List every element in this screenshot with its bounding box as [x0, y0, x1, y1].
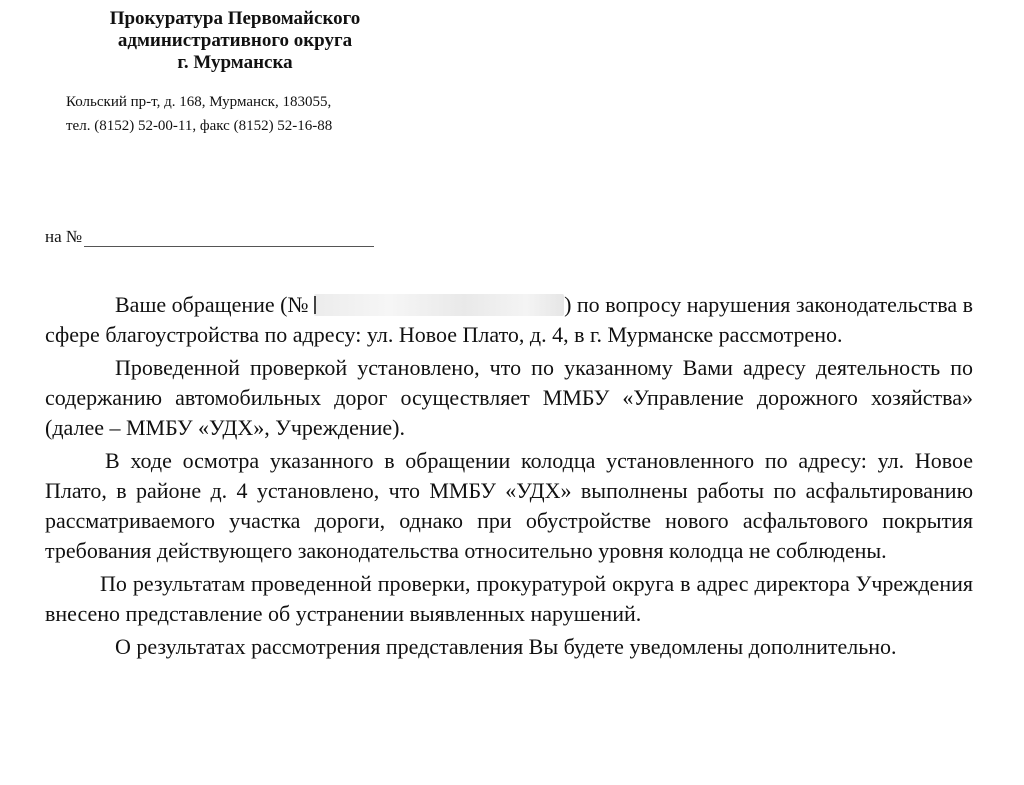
letterhead [40, 8, 430, 138]
reference-number [45, 222, 374, 247]
paragraph-inspection: Проведенной проверкой установлено, что по указанному Вами адресу деятельность по содержанию автомобильных дорог осуществляет ММБУ «Управление дорожного хозяйства» (далее – ММБУ «УДХ», Учреждение). [45, 355, 973, 440]
paragraph-result: По результатам проведенной проверки, прокуратурой округа в адрес директора Учреждения внесено представление об устранении выявленных нарушений. [45, 571, 973, 626]
request-text-start: Ваше обращение (№ [115, 292, 309, 317]
reference-blank-line [84, 222, 374, 247]
reference-label: на № [45, 227, 83, 246]
organization-name-line: административного округа [117, 30, 353, 51]
letter-body [45, 290, 973, 665]
request-text-end: ) по вопросу нарушения законодательства в сфере благоустройства по адресу: ул. Новое Плато, д. 4, в г. Мурманске рассмотрено. [45, 292, 974, 347]
redacted-request-number [314, 294, 564, 316]
phone-fax: тел. (8152) 52-00-11, факс (8152) 52-16-88 [66, 118, 333, 134]
organization-name [40, 8, 430, 74]
organization-name-line: г. Мурманска [177, 52, 293, 73]
paragraph-findings: В ходе осмотра указанного в обращении колодца установленного по адресу: ул. Новое Плато, в районе д. 4 установлено, что ММБУ «УДХ» выполнены работы по асфальтированию рассматриваемого участка дороги, однако при обустройстве нового асфальтового покрытия требования действующего законодательства относительно уровня колодца не соблюдены. [45, 448, 973, 563]
organization-name-line: Прокуратура Первомайского [109, 8, 361, 29]
paragraph-request [45, 290, 973, 350]
paragraph-notification: О результатах рассмотрения представления Вы будете уведомлены дополнительно. [115, 634, 897, 659]
postal-address: Кольский пр-т, д. 168, Мурманск, 183055, [66, 94, 332, 110]
organization-contacts [66, 90, 430, 138]
